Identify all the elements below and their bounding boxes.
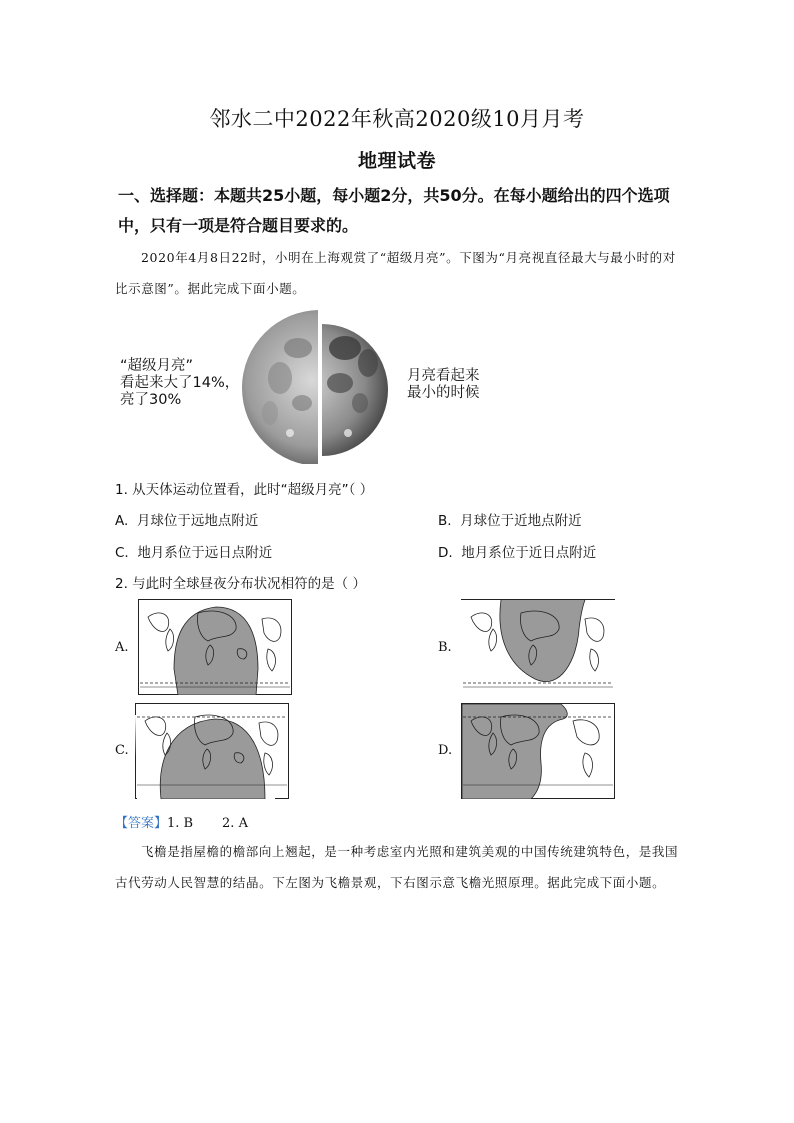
small-moon-label-line: 月亮看起来 [407, 368, 480, 384]
q1-option-b[interactable] [438, 509, 582, 529]
q2-option-a-label[interactable]: A. [115, 640, 129, 655]
answer-values: 1. B 2. A [167, 816, 248, 831]
answer-tag: 【答案】 [115, 816, 168, 831]
q2-map-b[interactable] [461, 599, 615, 695]
q2-option-d-label[interactable]: D. [438, 743, 453, 758]
q2-option-b-label[interactable]: B. [438, 640, 452, 655]
supermoon-label-line: “超级月亮” [120, 358, 194, 374]
moon-comparison-figure [240, 308, 410, 464]
q2-map-a[interactable] [138, 599, 292, 695]
question-1-stem: 1. 从天体运动位置看，此时“超级月亮”（ ） [115, 482, 374, 498]
q1-option-d[interactable] [438, 541, 596, 561]
q2-option-c-label[interactable]: C. [115, 743, 129, 758]
option-letter: D. [438, 545, 453, 561]
option-text: 地月系位于近日点附近 [461, 545, 597, 561]
q1-option-c[interactable] [115, 541, 272, 561]
small-moon-label [407, 368, 517, 402]
q2-map-d[interactable] [461, 703, 615, 799]
q2-map-c[interactable] [135, 703, 289, 799]
supermoon-label-line: 亮了30% [120, 392, 182, 408]
passage-flying-eaves: 飞檐是指屋檐的檐部向上翘起，是一种考虑室内光照和建筑美观的中国传统建筑特色，是我国古代劳动人民智慧的结晶。下左图为飞檐景观，下右图示意飞檐光照原理。据此完成下面小题。 [115, 844, 679, 890]
option-letter: A. [115, 513, 129, 529]
section-heading: 一、选择题：本题共25小题，每小题2分，共50分。在每小题给出的四个选项中，只有一项是符合题目要求的。 [118, 186, 670, 235]
supermoon-label [120, 358, 250, 409]
option-text: 月球位于近地点附近 [460, 513, 582, 529]
supermoon-label-line: 看起来大了14%， [120, 375, 240, 391]
passage-supermoon: 2020年4月8日22时，小明在上海观赏了“超级月亮”。下图为“月亮视直径最大与最小时的对比示意图”。据此完成下面小题。 [115, 250, 676, 296]
option-text: 月球位于远地点附近 [136, 513, 259, 529]
option-text: 地月系位于远日点附近 [137, 545, 273, 561]
q1-option-a[interactable] [115, 509, 258, 529]
option-letter: C. [115, 545, 129, 561]
option-letter: B. [438, 513, 452, 529]
small-moon-label-line: 最小的时候 [407, 385, 480, 401]
exam-title: 邻水二中2022年秋高2020级10月月考 [209, 107, 585, 131]
answer-line [115, 812, 248, 831]
question-2-stem: 2. 与此时全球昼夜分布状况相符的是（ ） [115, 576, 366, 592]
exam-subject: 地理试卷 [357, 150, 436, 172]
